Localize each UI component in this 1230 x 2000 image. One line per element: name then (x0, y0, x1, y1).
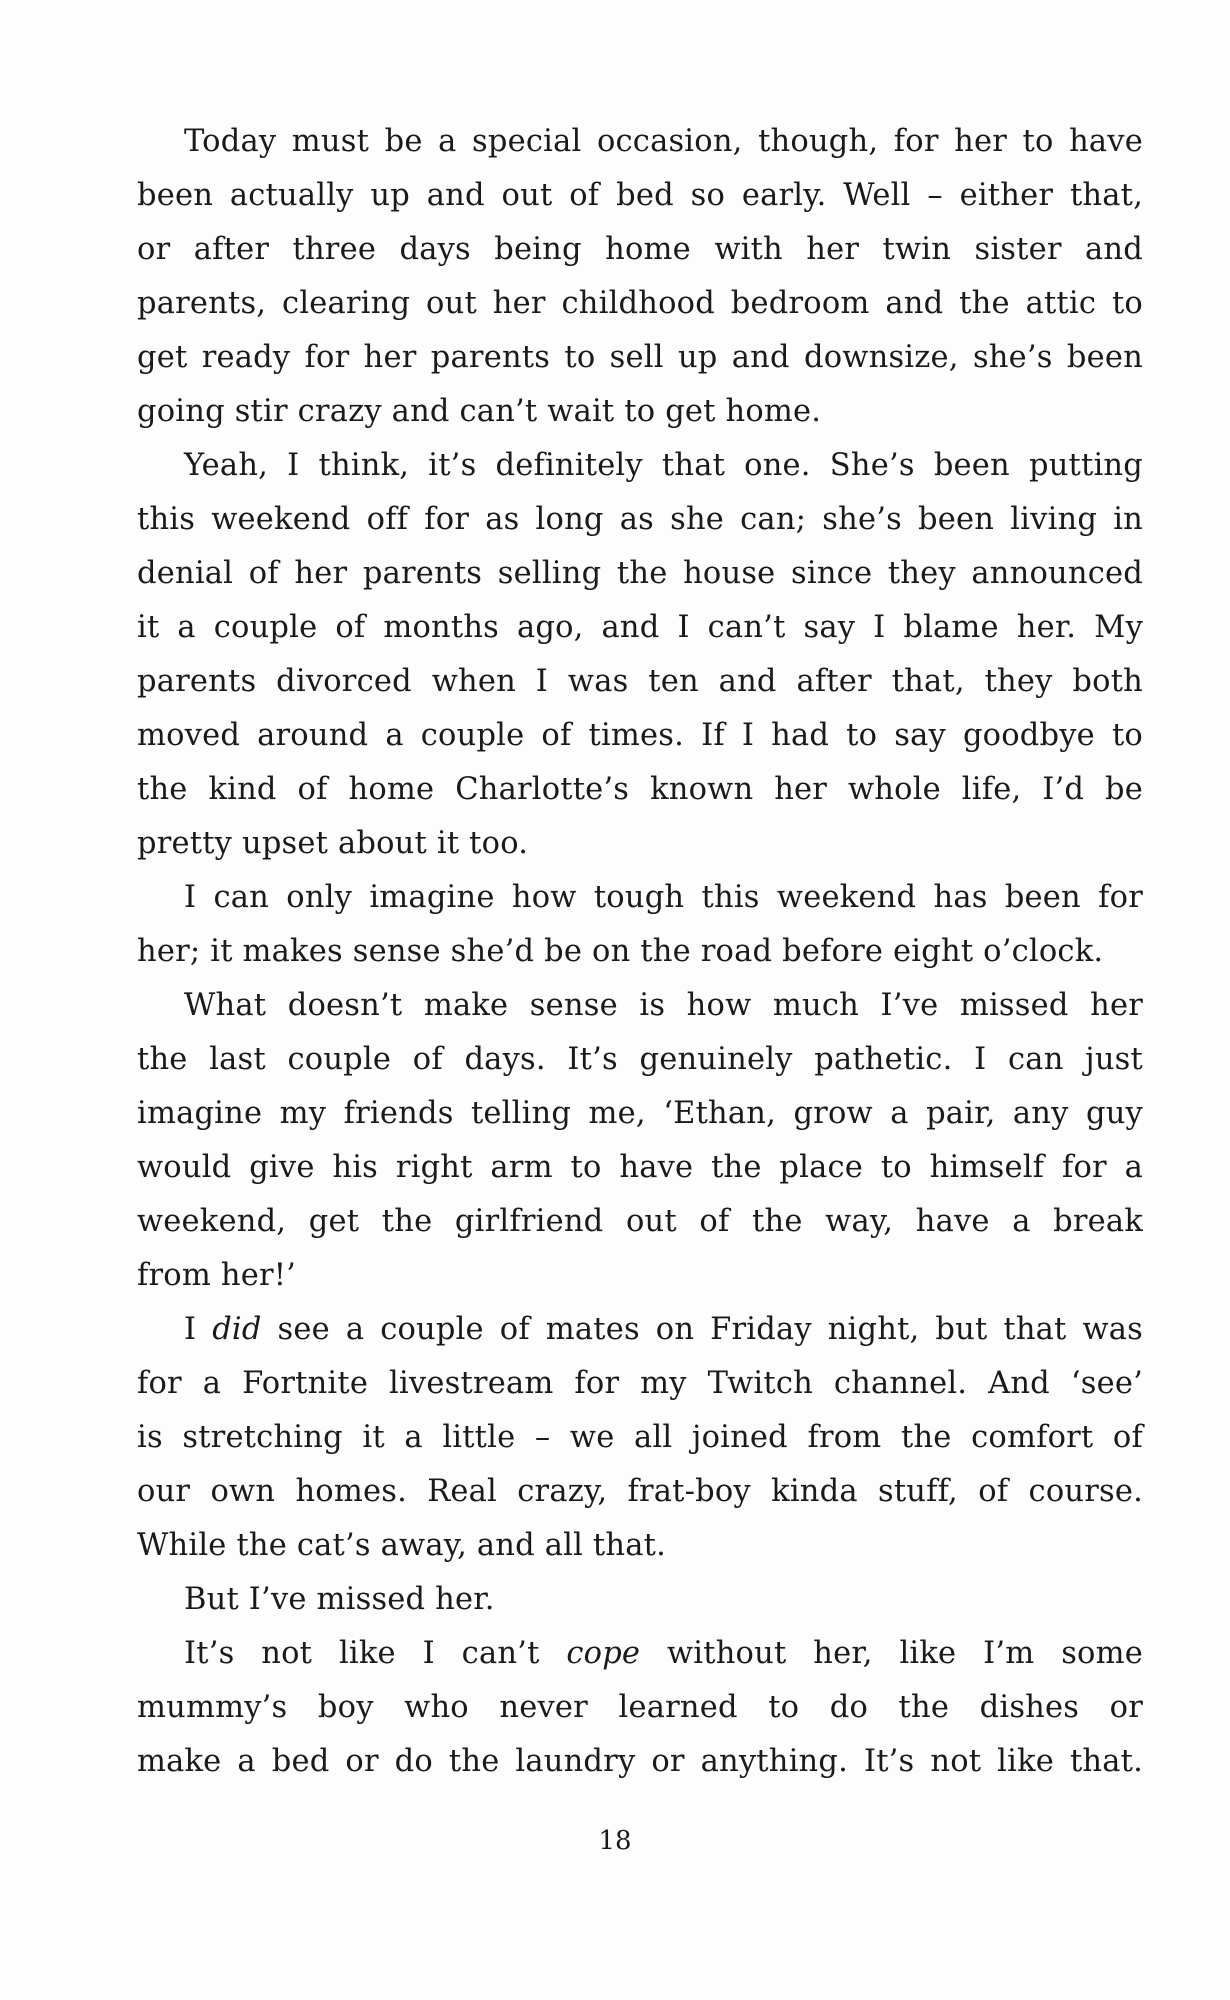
text-line: What doesn’t make sense is how much I’ve missed her (184, 988, 1143, 1023)
text-line: Yeah, I think, it’s definitely that one. She’s been putting (184, 448, 1143, 483)
text-line: parents divorced when I was ten and after that, they both (137, 664, 1143, 699)
text-line: Today must be a special occasion, though, for her to have (184, 124, 1143, 159)
text-line: it a couple of months ago, and I can’t say I blame her. My (137, 610, 1143, 645)
text-line: is stretching it a little – we all joined from the comfort of (137, 1420, 1143, 1455)
text-line: parents, clearing out her childhood bedroom and the attic to (137, 286, 1143, 321)
body-text (137, 115, 1143, 1789)
text-line: would give his right arm to have the place to himself for a (137, 1150, 1143, 1185)
text-line: our own homes. Real crazy, frat-boy kinda stuff, of course. (137, 1474, 1143, 1509)
text-line: I did see a couple of mates on Friday night, but that was (184, 1312, 1143, 1347)
text-line: her; it makes sense she’d be on the road before eight o’clock. (137, 934, 1104, 969)
text-line: from her!’ (137, 1258, 297, 1293)
text-line: While the cat’s away, and all that. (137, 1528, 666, 1563)
text-line: the kind of home Charlotte’s known her whole life, I’d be (137, 772, 1143, 807)
text-line: mummy’s boy who never learned to do the dishes or (137, 1690, 1143, 1725)
text-line: going stir crazy and can’t wait to get home. (137, 394, 822, 429)
text-line: denial of her parents selling the house since they announced (137, 556, 1143, 591)
text-line: the last couple of days. It’s genuinely pathetic. I can just (137, 1042, 1143, 1077)
text-line: moved around a couple of times. If I had to say goodbye to (137, 718, 1143, 753)
text-line: or after three days being home with her twin sister and (137, 232, 1143, 267)
text-line: weekend, get the girlfriend out of the way, have a break (137, 1204, 1143, 1239)
text-line: this weekend off for as long as she can; she’s been living in (137, 502, 1143, 537)
text-line: get ready for her parents to sell up and downsize, she’s been (137, 340, 1143, 375)
page-number: 18 (598, 1826, 632, 1856)
text-line: But I’ve missed her. (184, 1582, 495, 1617)
text-line: been actually up and out of bed so early. Well – either that, (137, 178, 1143, 213)
text-line: imagine my friends telling me, ‘Ethan, grow a pair, any guy (137, 1096, 1143, 1131)
text-line: It’s not like I can’t cope without her, like I’m some (184, 1636, 1143, 1671)
text-line: pretty upset about it too. (137, 826, 529, 861)
text-line: I can only imagine how tough this weekend has been for (184, 880, 1143, 915)
text-line: make a bed or do the laundry or anything. It’s not like that. (137, 1744, 1143, 1779)
text-line: for a Fortnite livestream for my Twitch channel. And ‘see’ (137, 1366, 1143, 1401)
